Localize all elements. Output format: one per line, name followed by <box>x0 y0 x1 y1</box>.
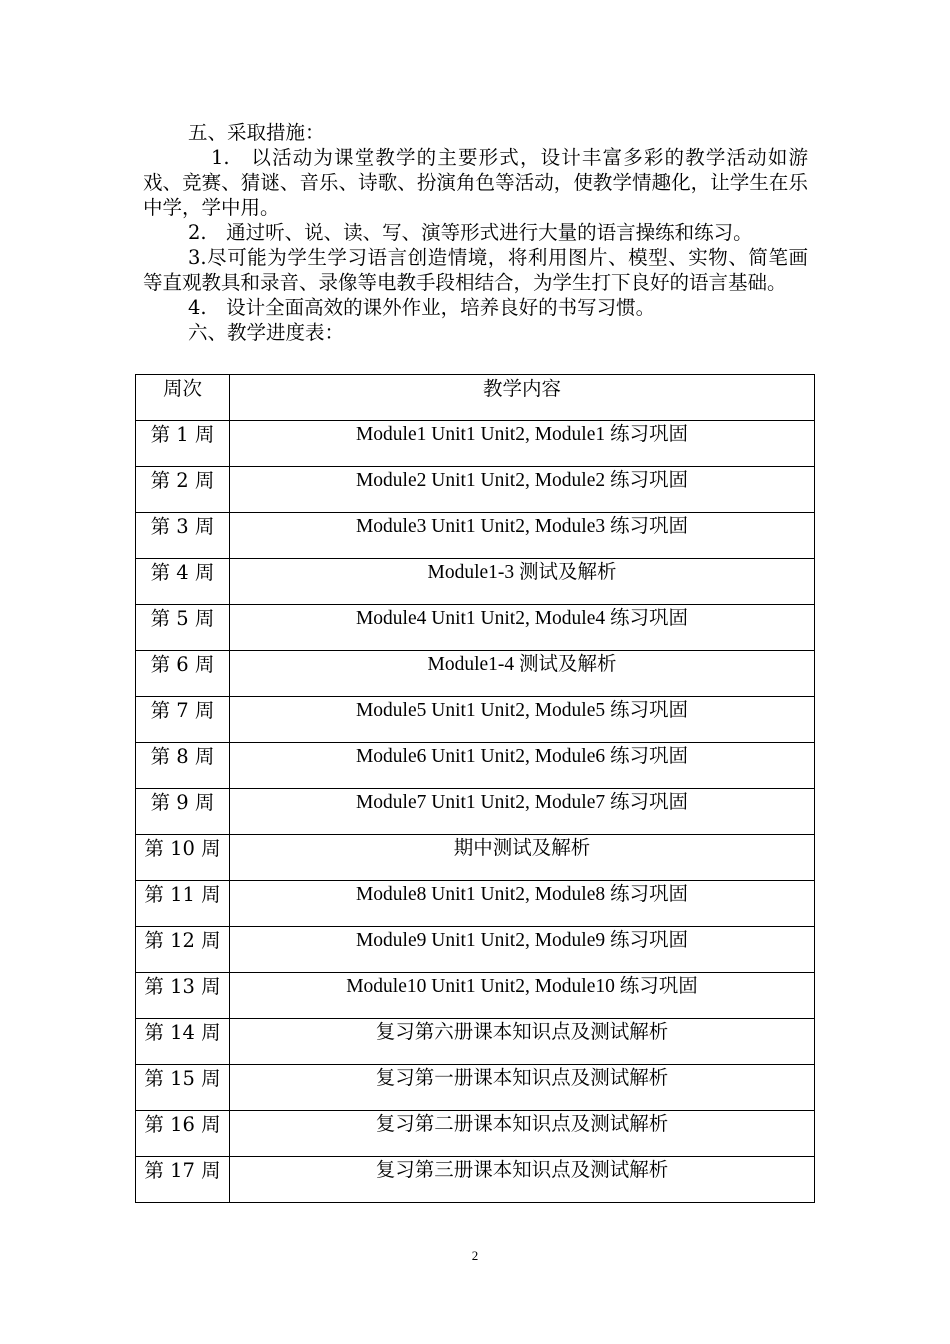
content-cell: Module6 Unit1 Unit2, Module6 练习巩固 <box>230 743 815 789</box>
week-cell: 第 5 周 <box>136 605 230 651</box>
week-cell: 第 15 周 <box>136 1065 230 1111</box>
document-body <box>143 120 808 345</box>
content-cell: Module4 Unit1 Unit2, Module4 练习巩固 <box>230 605 815 651</box>
content-cell: Module1-4 测试及解析 <box>230 651 815 697</box>
content-cell: Module2 Unit1 Unit2, Module2 练习巩固 <box>230 467 815 513</box>
table-row <box>136 559 815 605</box>
week-cell: 第 1 周 <box>136 421 230 467</box>
table-row <box>136 651 815 697</box>
content-cell: Module8 Unit1 Unit2, Module8 练习巩固 <box>230 881 815 927</box>
week-cell: 第 11 周 <box>136 881 230 927</box>
page-number: 2 <box>471 1248 479 1263</box>
week-cell: 第 13 周 <box>136 973 230 1019</box>
week-cell: 第 8 周 <box>136 743 230 789</box>
schedule-table <box>135 374 815 1203</box>
table-row <box>136 513 815 559</box>
header-content: 教学内容 <box>230 375 815 421</box>
section-5-heading: 五、采取措施： <box>188 121 325 144</box>
week-cell: 第 10 周 <box>136 835 230 881</box>
week-cell: 第 2 周 <box>136 467 230 513</box>
table-row <box>136 881 815 927</box>
content-cell: 复习第一册课本知识点及测试解析 <box>230 1065 815 1111</box>
table-row <box>136 421 815 467</box>
content-cell: 复习第二册课本知识点及测试解析 <box>230 1111 815 1157</box>
content-cell: Module10 Unit1 Unit2, Module10 练习巩固 <box>230 973 815 1019</box>
content-cell: 期中测试及解析 <box>230 835 815 881</box>
content-cell: Module7 Unit1 Unit2, Module7 练习巩固 <box>230 789 815 835</box>
week-cell: 第 9 周 <box>136 789 230 835</box>
table-row <box>136 1065 815 1111</box>
week-cell: 第 17 周 <box>136 1157 230 1203</box>
content-cell: Module1-3 测试及解析 <box>230 559 815 605</box>
table-row <box>136 1019 815 1065</box>
table-row <box>136 1157 815 1203</box>
table-row <box>136 605 815 651</box>
content-cell: 复习第三册课本知识点及测试解析 <box>230 1157 815 1203</box>
table-row <box>136 743 815 789</box>
content-cell: Module1 Unit1 Unit2, Module1 练习巩固 <box>230 421 815 467</box>
table-row <box>136 1111 815 1157</box>
measure-item-1: 1. 以活动为课堂教学的主要形式，设计丰富多彩的教学活动如游戏、竞赛、猜谜、音乐、诗歌、扮演角色等活动，使教学情趣化，让学生在乐中学，学中用。 <box>143 146 808 219</box>
week-cell: 第 14 周 <box>136 1019 230 1065</box>
content-cell: 复习第六册课本知识点及测试解析 <box>230 1019 815 1065</box>
table-row <box>136 835 815 881</box>
table-header-row <box>136 375 815 421</box>
table-row <box>136 697 815 743</box>
measure-item-2: 2. 通过听、说、读、写、演等形式进行大量的语言操练和练习。 <box>188 221 753 244</box>
measure-item-4: 4. 设计全面高效的课外作业，培养良好的书写习惯。 <box>188 296 656 319</box>
table-row <box>136 467 815 513</box>
table-row <box>136 927 815 973</box>
header-week: 周次 <box>136 375 230 421</box>
week-cell: 第 12 周 <box>136 927 230 973</box>
week-cell: 第 16 周 <box>136 1111 230 1157</box>
table-row <box>136 789 815 835</box>
measure-item-3: 3.尽可能为学生学习语言创造情境，将利用图片、模型、实物、简笔画等直观教具和录音、录像等电教手段相结合，为学生打下良好的语言基础。 <box>143 246 808 294</box>
content-cell: Module5 Unit1 Unit2, Module5 练习巩固 <box>230 697 815 743</box>
section-6-heading: 六、教学进度表： <box>188 321 345 344</box>
table-row <box>136 973 815 1019</box>
week-cell: 第 6 周 <box>136 651 230 697</box>
week-cell: 第 4 周 <box>136 559 230 605</box>
content-cell: Module3 Unit1 Unit2, Module3 练习巩固 <box>230 513 815 559</box>
week-cell: 第 3 周 <box>136 513 230 559</box>
content-cell: Module9 Unit1 Unit2, Module9 练习巩固 <box>230 927 815 973</box>
week-cell: 第 7 周 <box>136 697 230 743</box>
